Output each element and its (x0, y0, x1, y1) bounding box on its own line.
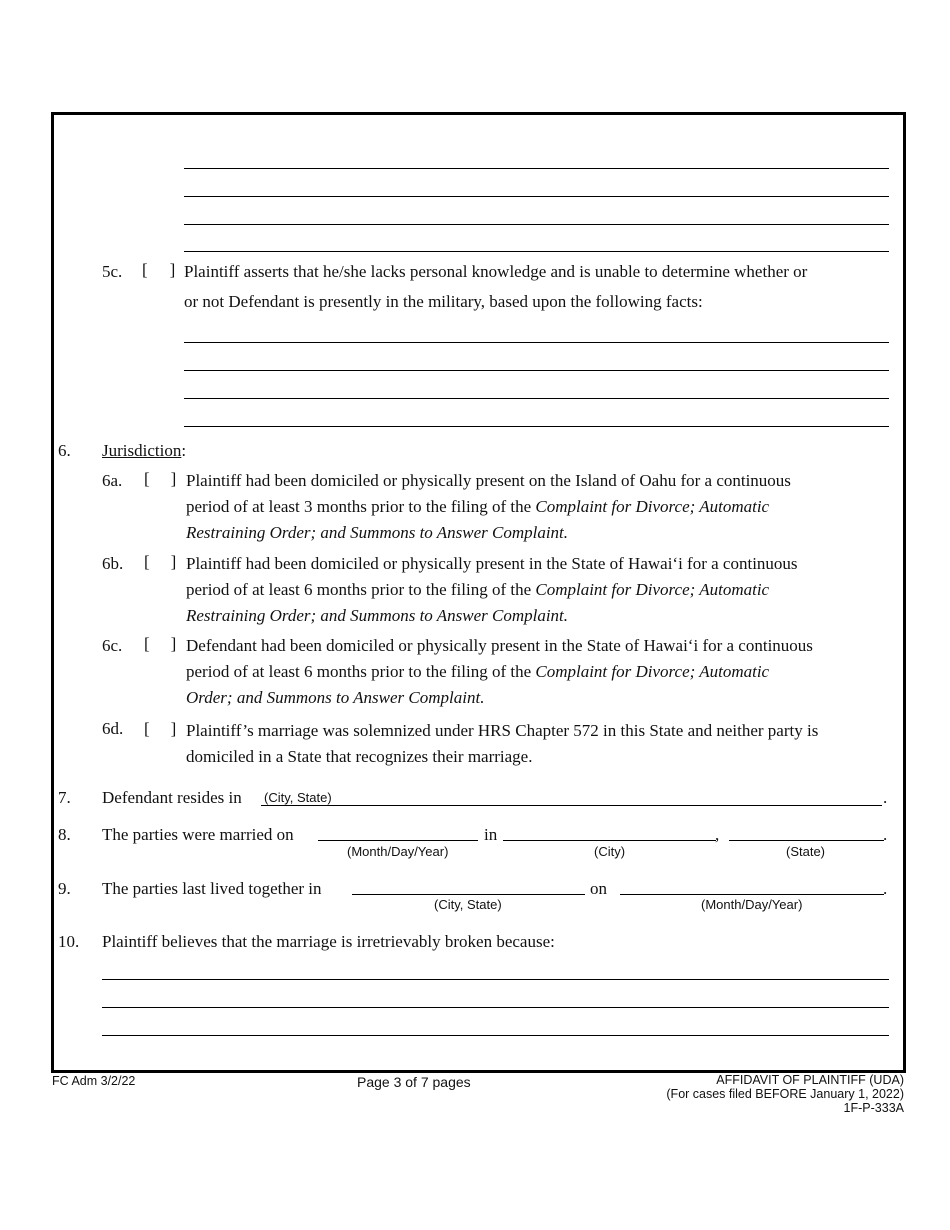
item-number-8: 8. (58, 825, 71, 844)
hint-8-date: (Month/Day/Year) (347, 844, 449, 859)
hint-7-city-state: (City, State) (264, 790, 332, 805)
text-9-on: on (590, 879, 607, 898)
page-number: Page 3 of 7 pages (357, 1074, 471, 1090)
text-6c-line1: Defendant had been domiciled or physically present in the State of Hawai‘i for a continuous (186, 636, 813, 655)
text-10: Plaintiff believes that the marriage is irretrievably broken because: (102, 932, 555, 951)
item-number-10: 10. (58, 932, 80, 951)
form-title: AFFIDAVIT OF PLAINTIFF (UDA) (716, 1073, 904, 1087)
text-6a-line1: Plaintiff had been domiciled or physically present on the Island of Oahu for a continuous (186, 471, 791, 490)
text-7: Defendant resides in (102, 788, 242, 807)
hint-8-state: (State) (786, 844, 826, 859)
answer-line-5b-3[interactable] (184, 224, 889, 225)
item-number-6: 6. (58, 441, 71, 460)
text-6a-line2: period of at least 3 months prior to the filing of the Complaint for Divorce; Automatic (186, 497, 770, 516)
defendant-residence-line[interactable] (261, 805, 882, 806)
checkbox-6d[interactable]: [ ] (144, 719, 177, 738)
hint-9-place: (City, State) (434, 897, 502, 912)
period-7: . (883, 788, 888, 807)
jurisdiction-heading: Jurisdiction: (102, 441, 187, 460)
text-9: The parties last lived together in (102, 879, 322, 898)
answer-line-5c-2[interactable] (184, 370, 889, 371)
form-number: 1F-P-333A (843, 1101, 904, 1115)
hint-9-date: (Month/Day/Year) (701, 897, 803, 912)
item-number-6a: 6a. (102, 471, 123, 490)
item-number-6d: 6d. (102, 719, 124, 738)
item-number-5c: 5c. (102, 262, 123, 281)
item-number-9: 9. (58, 879, 71, 898)
text-6b-line3: Restraining Order; and Summons to Answer Complaint. (186, 606, 569, 625)
text-6d-line2: domiciled in a State that recognizes their marriage. (186, 747, 533, 766)
marriage-state-line[interactable] (729, 840, 884, 841)
answer-line-10-1[interactable] (102, 979, 889, 980)
answer-line-5b-4[interactable] (184, 251, 889, 252)
period-8: . (883, 825, 888, 844)
answer-line-5c-4[interactable] (184, 426, 889, 427)
period-9: . (883, 879, 888, 898)
form-subtitle: (For cases filed BEFORE January 1, 2022) (666, 1087, 904, 1101)
item-number-6c: 6c. (102, 636, 123, 655)
text-6d-line1: Plaintiff’s marriage was solemnized under HRS Chapter 572 in this State and neither party is (186, 721, 819, 740)
checkbox-6c[interactable]: [ ] (144, 634, 177, 653)
text-5c-line1: Plaintiff asserts that he/she lacks personal knowledge and is unable to determine whether or (184, 262, 808, 281)
comma-8: , (715, 825, 720, 844)
text-5c-line2: or not Defendant is presently in the military, based upon the following facts: (184, 292, 703, 311)
answer-line-5b-2[interactable] (184, 196, 889, 197)
marriage-city-line[interactable] (503, 840, 716, 841)
answer-line-10-2[interactable] (102, 1007, 889, 1008)
checkbox-6b[interactable]: [ ] (144, 552, 177, 571)
item-number-6b: 6b. (102, 554, 124, 573)
text-6c-line2: period of at least 6 months prior to the filing of the Complaint for Divorce; Automatic (186, 662, 770, 681)
answer-line-5c-1[interactable] (184, 342, 889, 343)
answer-line-10-3[interactable] (102, 1035, 889, 1036)
text-6b-line2: period of at least 6 months prior to the filing of the Complaint for Divorce; Automatic (186, 580, 770, 599)
last-lived-date-line[interactable] (620, 894, 884, 895)
text-8-in: in (484, 825, 498, 844)
form-code: FC Adm 3/2/22 (52, 1074, 136, 1088)
text-8: The parties were married on (102, 825, 294, 844)
form-title-block (666, 1073, 904, 1115)
answer-line-5c-3[interactable] (184, 398, 889, 399)
marriage-date-line[interactable] (318, 840, 478, 841)
checkbox-6a[interactable]: [ ] (144, 469, 177, 488)
text-6c-line3: Order; and Summons to Answer Complaint. (186, 688, 485, 707)
item-number-7: 7. (58, 788, 71, 807)
answer-line-5b-1[interactable] (184, 168, 889, 169)
hint-8-city: (City) (594, 844, 626, 859)
checkbox-5c[interactable]: [ ] (142, 260, 176, 279)
last-lived-place-line[interactable] (352, 894, 585, 895)
text-6a-line3: Restraining Order; and Summons to Answer Complaint. (186, 523, 569, 542)
text-6b-line1: Plaintiff had been domiciled or physically present in the State of Hawai‘i for a continuous (186, 554, 798, 573)
